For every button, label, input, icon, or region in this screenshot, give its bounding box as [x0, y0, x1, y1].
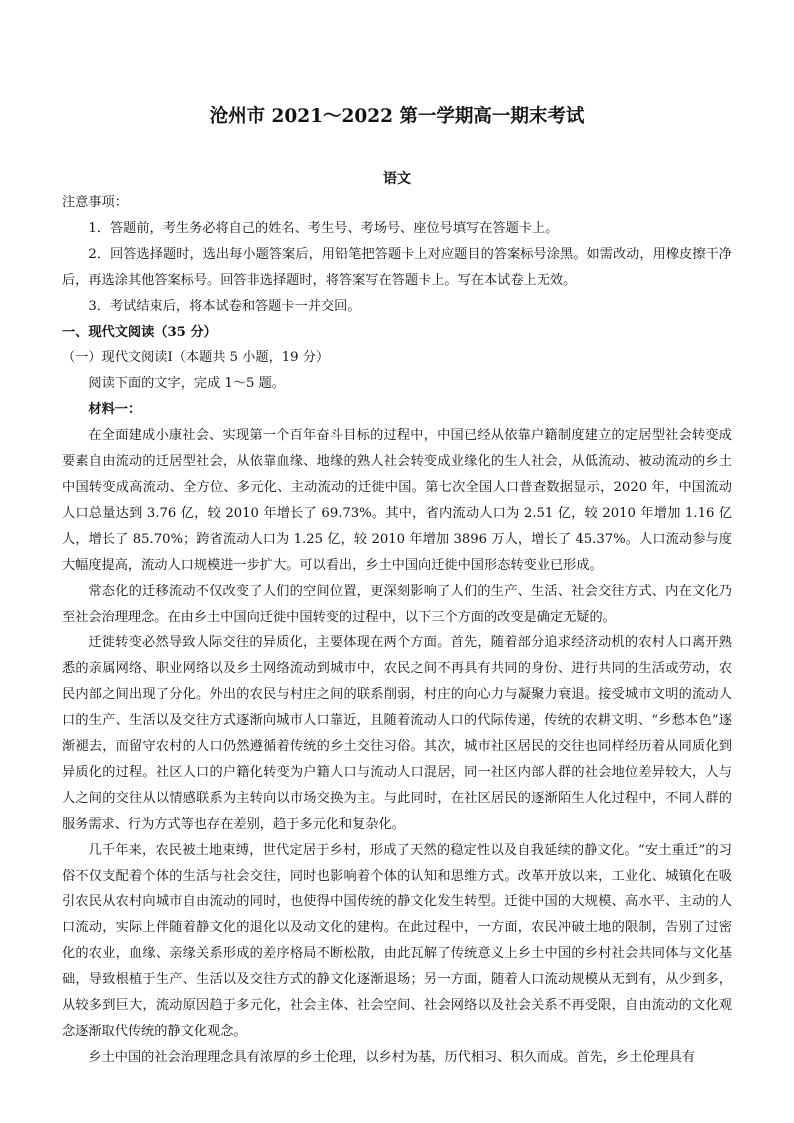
- passage-paragraph: 迁徙转变必然导致人际交往的异质化，主要体现在两个方面。首先，随着部分追求经济动机的农村人口离开熟悉的亲属网络、职业网络以及乡土网络流动到城市中，农民之间不再具有共同的身份、进行共同的生活或劳动，农民内部之间出现了分化。外出的农民与村庄之间的联系削弱，村庄的向心力与凝聚力衰退。接受城市文明的流动人口的生产、生活以及交往方式逐渐向城市人口靠近，且随着流动人口的代际传递，传统的农耕文明、“乡愁本色”逐渐褪去，而留守农村的人口仍然遵循着传统的乡土交往习俗。其次，城市社区居民的交往也同样经历着从同质化到异质化的过程。社区人口的户籍化转变为户籍人口与流动人口混居，同一社区内部人群的社会地位差异较大，人与人之间的交往从以情感联系为主转向以市场交换为主。与此同时，在社区居民的逐渐陌生人化过程中，不同人群的服务需求、行为方式等也存在差别，趋于多元化和复杂化。: [62, 635, 732, 832]
- passage-paragraph: 乡土中国的社会治理理念具有浓厚的乡土伦理，以乡村为基，历代相习、积久而成。首先，乡土伦理具有: [88, 1049, 696, 1065]
- reading-instruction: 阅读下面的文字，完成 1～5 题。: [88, 376, 285, 392]
- section-heading: 一、现代文阅读（35 分）: [62, 324, 217, 340]
- notice-heading: 注意事项：: [62, 195, 128, 210]
- notice-item: 1．答题前，考生务必将自己的姓名、考生号、考场号、座位号填写在答题卡上。: [88, 220, 559, 236]
- section-sub-heading: （一）现代文阅读Ⅰ（本题共 5 小题，19 分）: [62, 350, 330, 366]
- exam-body: [62, 190, 732, 1071]
- material-label: 材料一：: [88, 402, 142, 418]
- exam-title: 沧州市 2021～2022 第一学期高一期末考试: [209, 106, 585, 127]
- passage-paragraph: 几千年来，农民被土地束缚，世代定居于乡村，形成了天然的稳定性以及自我延续的静文化。“安土重迁”的习俗不仅支配着个体的生活与社会交往，同时也影响着个体的认知和思维方式。改革开放以来，工业化、城镇化在吸引农民从农村向城市自由流动的同时，也使得中国传统的静文化发生转型。迁徙中国的大规模、高水平、主动的人口流动，实际上伴随着静文化的退化以及动文化的建构。在此过程中，一方面，农民冲破土地的限制，告别了过密化的农业，血缘、亲缘关系形成的差序格局不断松散，由此瓦解了传统意义上乡土中国的乡村社会共同体与文化基础，导致根植于生产、生活以及交往方式的静文化逐渐退场；另一方面，随着人口流动规模从无到有，从少到多，从较多到巨大，流动原因趋于多元化，社会主体、社会空间、社会网络以及社会关系不再受限，自由流动的文化观念逐渐取代传统的静文化观念。: [62, 842, 732, 1039]
- passage-paragraph: 常态化的迁移流动不仅改变了人们的空间位置，更深刻影响了人们的生产、生活、社会交往方式、内在文化乃至社会治理理念。在由乡土中国向迁徙中国转变的过程中，以下三个方面的改变是确定无疑的。: [62, 583, 732, 625]
- notice-item: 2．回答选择题时，选出每小题答案后，用铅笔把答题卡上对应题目的答案标号涂黑。如需改动，用橡皮擦干净后，再选涂其他答案标号。回答非选择题时，将答案写在答题卡上。写在本试卷上无效。: [62, 246, 732, 288]
- subject-heading: 语文: [383, 171, 411, 187]
- passage-paragraph: 在全面建成小康社会、实现第一个百年奋斗目标的过程中，中国已经从依靠户籍制度建立的定居型社会转变成要素自由流动的迁居型社会，从依靠血缘、地缘的熟人社会转变成业缘化的生人社会，从低流动、被动流动的乡土中国转变成高流动、全方位、多元化、主动流动的迁徙中国。第七次全国人口普查数据显示，2020 年，中国流动人口总量达到 3.76 亿，较 2010 年增长了 69.73%。其中，省内流动人口为 2.51 亿，较 2010 年增加 1.16 亿人，增长了 85.70%；跨省流动人口为 1.25 亿，较 2010 年增加 3896 万人，增长了 45.37%。人口流动参与度大幅度提高，流动人口规模进一步扩大。可以看出，乡土中国向迁徙中国形态转变业已形成。: [62, 428, 732, 573]
- notice-item: 3．考试结束后，将本试卷和答题卡一并交回。: [88, 298, 361, 314]
